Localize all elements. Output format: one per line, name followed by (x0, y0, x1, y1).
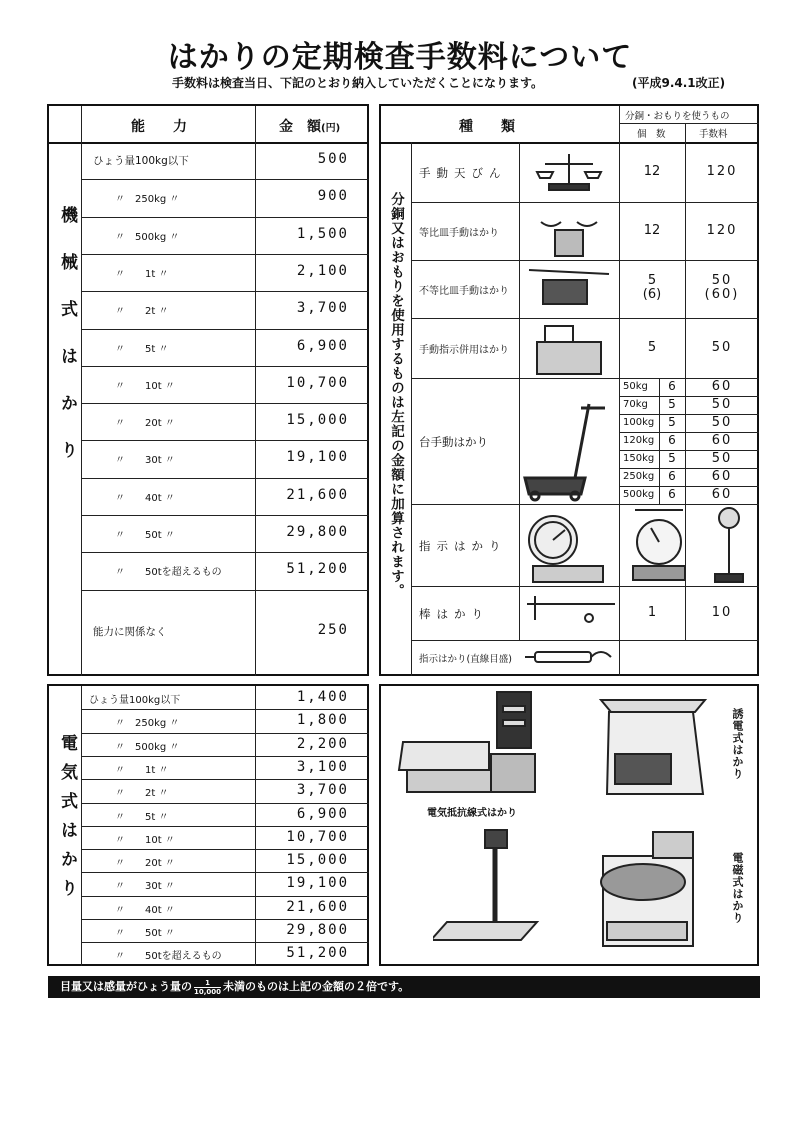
type-fee: 120 (706, 223, 738, 238)
dial-combo-scale-icon (537, 326, 601, 374)
mechanical-capacity: 〃 500kg 〃 (115, 231, 180, 243)
electric-amount: 21,600 (286, 898, 349, 915)
footer-note (48, 976, 760, 998)
type-name: 指示はかり(直線目盛) (419, 654, 512, 665)
mechanical-capacity: 〃 50tを超えるもの (115, 567, 222, 579)
steelyard-icon (527, 596, 615, 622)
electric-capacity: ひょう量100kg以下 (89, 695, 181, 706)
electric-label: 電気式はかり (57, 734, 77, 908)
mechanical-amount: 6,900 (296, 337, 349, 354)
footer-prefix: 目量又は感量がひょう量の (60, 980, 192, 993)
platform-capacity: 500kg (623, 489, 655, 500)
capacitive-label: 誘電式はかり (731, 708, 744, 780)
dial-scale-icon (529, 516, 603, 582)
row-divider (81, 919, 369, 920)
mechanical-amount: 1,500 (296, 225, 349, 242)
mechanical-amount: 19,100 (286, 449, 349, 466)
electric-amount: 6,900 (296, 805, 349, 822)
row-divider (81, 733, 369, 734)
electric-amount: 2,200 (296, 735, 349, 752)
header-amount-unit: (円) (321, 123, 341, 134)
platform-count: 5 (668, 415, 676, 429)
mechanical-amount: 900 (317, 188, 349, 205)
platform-scale-icon (525, 404, 605, 500)
electric-amount: 3,700 (296, 782, 349, 799)
type-fee: 120 (706, 164, 738, 179)
mechanical-capacity: 〃 250kg 〃 (115, 194, 180, 206)
electric-amount: 15,000 (286, 852, 349, 869)
type-name: 等比皿手動はかり (419, 228, 499, 239)
type-fee: 50 (711, 273, 733, 288)
platform-capacity: 150kg (623, 453, 655, 464)
electromagnetic-scale-illustration (593, 826, 713, 956)
mechanical-any-capacity: 能力に関係なく (93, 625, 167, 638)
mechanical-capacity: 〃 1t 〃 (115, 268, 169, 280)
type-name: 指示はかり (419, 539, 507, 553)
unequal-arm-scale-icon (529, 270, 609, 304)
electric-capacity: 〃 2t 〃 (115, 788, 169, 800)
platform-fee: 50 (711, 451, 733, 466)
electric-amount: 51,200 (286, 945, 349, 962)
mechanical-amount: 2,100 (296, 262, 349, 279)
footer-fraction (194, 979, 221, 996)
row-divider (81, 942, 369, 943)
footer-fraction-den: 10,000 (194, 987, 222, 996)
platform-fee: 60 (711, 379, 733, 394)
hand-balance-icon (537, 154, 601, 190)
row-divider (81, 709, 369, 710)
row-divider (81, 826, 369, 827)
row-divider (81, 478, 369, 479)
mechanical-capacity: 〃 2t 〃 (115, 306, 169, 318)
type-count: 1 (647, 605, 657, 620)
weights-vertical-note: 分銅又はおもりを使用するものは左記の金額に加算されます。 (388, 192, 404, 598)
type-count: 5 (647, 273, 657, 288)
row-divider (81, 590, 369, 591)
strain-gauge-scale-illustration (391, 690, 541, 800)
electric-capacity: 〃 500kg 〃 (115, 741, 180, 753)
platform-count: 5 (668, 451, 676, 465)
revision-note: (平成9.4.1改正) (632, 76, 726, 90)
type-fee: 50 (711, 340, 733, 355)
row-divider (81, 254, 369, 255)
type-name: 棒はかり (419, 607, 489, 621)
electric-fee-table (47, 684, 369, 966)
platform-fee: 50 (711, 397, 733, 412)
header-type: 種 類 (459, 119, 515, 135)
equal-arm-scale-icon (541, 222, 597, 256)
row-divider (81, 896, 369, 897)
row-divider (81, 329, 369, 330)
weights-fee-table (379, 104, 759, 676)
header-amount (279, 116, 340, 136)
mechanical-amount: 29,800 (286, 524, 349, 540)
row-divider (81, 756, 369, 757)
page-title: はかりの定期検査手数料について (167, 40, 633, 75)
type-name: 不等比皿手動はかり (419, 286, 509, 297)
header-weights: 分銅・おもりを使うもの (625, 111, 730, 122)
type-count: 12 (643, 223, 661, 238)
mechanical-capacity: 〃 30t 〃 (115, 455, 175, 467)
mechanical-capacity: 〃 20t 〃 (115, 418, 175, 430)
type-fee: 10 (711, 605, 733, 620)
row-divider (81, 872, 369, 873)
electric-capacity: 〃 40t 〃 (115, 904, 175, 916)
row-divider (81, 515, 369, 516)
platform-fee: 60 (711, 487, 733, 502)
platform-capacity: 100kg (623, 417, 655, 428)
platform-count: 6 (668, 379, 676, 393)
platform-count: 5 (668, 397, 676, 411)
type-name: 手動指示併用はかり (419, 345, 509, 356)
platform-fee: 50 (711, 415, 733, 430)
header-capacity: 能 力 (131, 119, 187, 135)
electric-amount: 1,400 (296, 689, 349, 705)
footer-fraction-num: 1 (194, 979, 221, 988)
mechanical-capacity: ひょう量100kg以下 (93, 155, 189, 167)
type-fee-alt: (60) (704, 287, 740, 302)
row-divider (81, 440, 369, 441)
row-divider (81, 779, 369, 780)
type-count-alt: (6) (642, 287, 662, 302)
electric-amount: 29,800 (286, 922, 349, 938)
row-divider (81, 803, 369, 804)
electric-amount: 1,800 (296, 712, 349, 729)
platform-fee: 60 (711, 469, 733, 484)
electromagnetic-label: 電磁式はかり (731, 852, 744, 924)
row-divider (81, 366, 369, 367)
electric-capacity: 〃 1t 〃 (115, 764, 169, 776)
platform-fee: 60 (711, 433, 733, 448)
row-divider (81, 552, 369, 553)
electric-capacity: 〃 20t 〃 (115, 858, 175, 870)
row-divider (81, 217, 369, 218)
header-amount-label: 金 額 (279, 119, 321, 135)
platform-capacity: 120kg (623, 435, 655, 446)
type-name: 台手動はかり (419, 435, 488, 449)
platform-count: 6 (668, 469, 676, 483)
electric-scale-photos (379, 684, 759, 966)
row-divider (81, 179, 369, 180)
platform-capacity: 70kg (623, 399, 648, 410)
electric-amount: 3,100 (296, 758, 349, 775)
type-count: 5 (647, 340, 657, 355)
mechanical-label: 機械式はかり (57, 206, 77, 488)
type-name: 手動天びん (419, 166, 507, 180)
electric-amount: 19,100 (286, 875, 349, 892)
electric-capacity: 〃 30t 〃 (115, 881, 175, 893)
platform-count: 6 (668, 433, 676, 447)
footer-suffix: 未満のものは上記の金額の２倍です。 (223, 980, 410, 993)
electric-capacity: 〃 50t 〃 (115, 928, 175, 939)
type-count: 12 (643, 164, 661, 179)
mechanical-capacity: 〃 10t 〃 (115, 380, 175, 392)
row-divider (81, 403, 369, 404)
row-divider (81, 291, 369, 292)
scale-illustrations (519, 142, 619, 676)
header-fee: 手数料 (699, 129, 728, 140)
platform-electric-scale-illustration (433, 826, 553, 956)
spring-scale-icon (523, 646, 619, 668)
mechanical-amount: 10,700 (286, 374, 349, 391)
mechanical-amount: 21,600 (286, 486, 349, 503)
platform-capacity: 250kg (623, 471, 655, 482)
header-count: 個 数 (637, 129, 666, 140)
mechanical-fee-table (47, 104, 369, 676)
platform-capacity: 50kg (623, 381, 648, 392)
strain-gauge-label: 電気抵抗線式はかり (427, 808, 517, 819)
page-subtitle: 手数料は検査当日、下記のとおり納入していただくことになります。 (172, 76, 544, 90)
electric-capacity: 〃 250kg 〃 (115, 718, 180, 730)
mechanical-amount: 500 (317, 151, 349, 167)
electric-capacity: 〃 10t 〃 (115, 834, 175, 846)
mechanical-amount: 51,200 (286, 561, 349, 578)
mechanical-amount: 3,700 (296, 300, 349, 317)
electric-capacity: 〃 50tを超えるもの (115, 951, 222, 963)
row-divider (81, 849, 369, 850)
capacitive-scale-illustration (593, 694, 713, 804)
mechanical-capacity: 〃 5t 〃 (115, 343, 169, 355)
electric-amount: 10,700 (286, 828, 349, 845)
mechanical-any-amount: 250 (317, 621, 349, 638)
dial-scale-extra-illustrations (621, 506, 757, 586)
mechanical-amount: 15,000 (286, 412, 349, 429)
platform-count: 6 (668, 487, 676, 501)
mechanical-capacity: 〃 40t 〃 (115, 492, 175, 504)
electric-capacity: 〃 5t 〃 (115, 811, 169, 823)
mechanical-capacity: 〃 50t 〃 (115, 530, 175, 541)
